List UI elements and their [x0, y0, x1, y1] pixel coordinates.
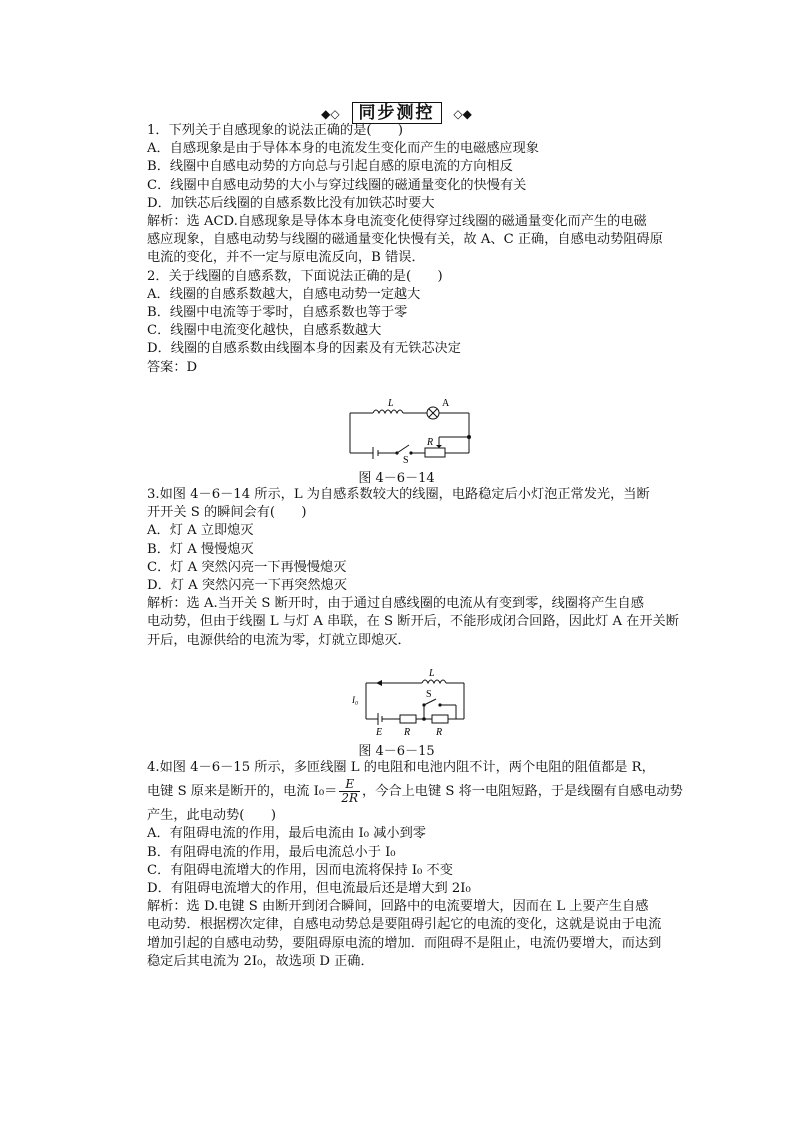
question-3-block [147, 486, 683, 650]
q3-stem-line-2: 开开关 S 的瞬间会有( ) [147, 505, 307, 521]
q2-option-b: B．线圈中电流等于零时，自感系数也等于零 [147, 305, 408, 321]
q1-analysis-line-1: 解析：选 ACD.自感现象是导体本身电流变化使得穿过线圈的磁通量变化而产生的电磁 [147, 214, 647, 230]
q4-stem-line-2 [147, 777, 683, 807]
q2-answer: 答案：D [147, 359, 198, 375]
current-arrow [376, 680, 382, 686]
q4-analysis-line-1: 解析：选 D.电键 S 由断开到闭合瞬间，回路中的电流要增大，因而在 L 上要产生自感 [147, 899, 649, 915]
label-A: A [442, 398, 450, 409]
figure-15-caption: 图 4－6－15 [358, 744, 435, 759]
q1-analysis-line-2: 感应现象，自感电动势与线圈的磁通量变化快慢有关，故 A、C 正确，自感电动势阻碍原 [147, 232, 663, 248]
header-decoration-right: ◇◆ [453, 107, 472, 121]
label-L: L [429, 668, 435, 679]
q4-option-d: D．有阻碍电流增大的作用，但电流最后还是增大到 2I₀ [147, 881, 471, 897]
question-1-block [147, 122, 683, 377]
question-4-block [147, 759, 683, 971]
q3-analysis-line-3: 开后，电源供给的电流为零，灯就立即熄灭． [147, 632, 411, 648]
q4-stem-line-2a: 电键 S 原来是断开的，电流 I₀＝ [147, 784, 338, 800]
q4-stem-line-3: 产生，此电动势( ) [147, 808, 276, 824]
label-L: L [388, 398, 394, 409]
q3-analysis-line-1: 解析：选 A.当开关 S 断开时，由于通过自感线圈的电流从有变到零，线圈将产生自感 [147, 596, 644, 612]
header-decoration-left: ◆◇ [321, 107, 340, 121]
current-fraction [339, 778, 360, 805]
resistor-1-symbol [400, 715, 416, 723]
q4-option-b: B．有阻碍电流的作用，最后电流总小于 I₀ [147, 844, 396, 860]
q4-analysis-line-4: 稳定后其电流为 2I₀，故选项 D 正确． [147, 953, 374, 969]
fraction-numerator: E [339, 778, 360, 792]
figure-14-caption: 图 4－6－14 [358, 471, 435, 486]
label-R1: R [404, 727, 411, 737]
q2-option-d: D．线圈的自感系数由线圈本身的因素及有无铁芯决定 [147, 341, 461, 357]
inductor-L-symbol [422, 680, 446, 683]
resistor-R-symbol [425, 448, 445, 457]
section-title: 同步测控 [352, 102, 442, 124]
label-S: S [426, 689, 432, 700]
label-S: S [403, 455, 409, 463]
q3-analysis-line-2: 电动势，但由于线圈 L 与灯 A 串联，在 S 断开后，不能形成闭合回路，因此灯 A 在开关断 [147, 614, 679, 630]
circuit-figure-14 [345, 395, 475, 463]
label-R: R [427, 437, 434, 448]
q3-option-b: B．灯 A 慢慢熄灭 [147, 541, 254, 557]
inductor-L-symbol [373, 410, 403, 413]
q4-analysis-line-2: 电动势．根据楞次定律，自感电动势总是要阻碍引起它的电流的变化，这就是说由于电流 [147, 917, 662, 933]
q2-stem: 2．关于线圈的自感系数，下面说法正确的是( ) [147, 268, 443, 284]
fraction-denominator: 2R [341, 791, 359, 806]
resistor-2-symbol [432, 715, 448, 723]
circuit-figure-15 [352, 667, 470, 737]
junction-dot [467, 435, 471, 439]
q1-analysis-line-3: 电流的变化，并不一定与原电流反向，B 错误． [147, 250, 425, 266]
q4-stem-line-2b: ，今合上电键 S 将一电阻短路，于是线圈有自感电动势 [362, 784, 683, 800]
q4-analysis-line-3: 增加引起的自感电动势，要阻碍原电流的增加．而阻碍不是阻止，电流仍要增大，而达到 [147, 935, 662, 951]
q3-option-a: A．灯 A 立即熄灭 [147, 523, 254, 539]
q1-option-c: C．线圈中自感电动势的大小与穿过线圈的磁通量变化的快慢有关 [147, 177, 527, 193]
section-header [0, 98, 793, 123]
q2-option-a: A．线圈的自感系数越大，自感电动势一定越大 [147, 286, 421, 302]
q1-stem: 1．下列关于自感现象的说法正确的是( ) [147, 123, 404, 138]
q4-option-a: A．有阻碍电流的作用，最后电流由 I₀ 减小到零 [147, 826, 426, 842]
q4-stem-line-1: 4.如图 4－6－15 所示，多匝线圈 L 的电阻和电池内阻不计，两个电阻的阻值都是 R， [147, 760, 655, 775]
q1-option-a: A．自感现象是由于导体本身的电流发生变化而产生的电磁感应现象 [147, 141, 539, 157]
label-E: E [376, 727, 383, 737]
q1-option-d: D．加铁芯后线圈的自感系数比没有加铁芯时要大 [147, 195, 435, 211]
q3-stem-line-1: 3.如图 4－6－14 所示，L 为自感系数较大的线圈，电路稳定后小灯泡正常发光，当断 [147, 487, 650, 502]
q2-option-c: C．线圈中电流变化越快，自感系数越大 [147, 323, 382, 339]
q3-option-c: C．灯 A 突然闪亮一下再慢慢熄灭 [147, 559, 347, 575]
q4-option-c: C．有阻碍电流增大的作用，因而电流将保持 I₀ 不变 [147, 862, 453, 878]
q1-option-b: B．线圈中自感电动势的方向总与引起自感的原电流的方向相反 [147, 159, 513, 175]
label-R2: R [436, 727, 443, 737]
q3-option-d: D．灯 A 突然闪亮一下再突然熄灭 [147, 578, 347, 594]
label-I0: I₀ [352, 695, 359, 705]
switch-S-blade [397, 445, 409, 453]
